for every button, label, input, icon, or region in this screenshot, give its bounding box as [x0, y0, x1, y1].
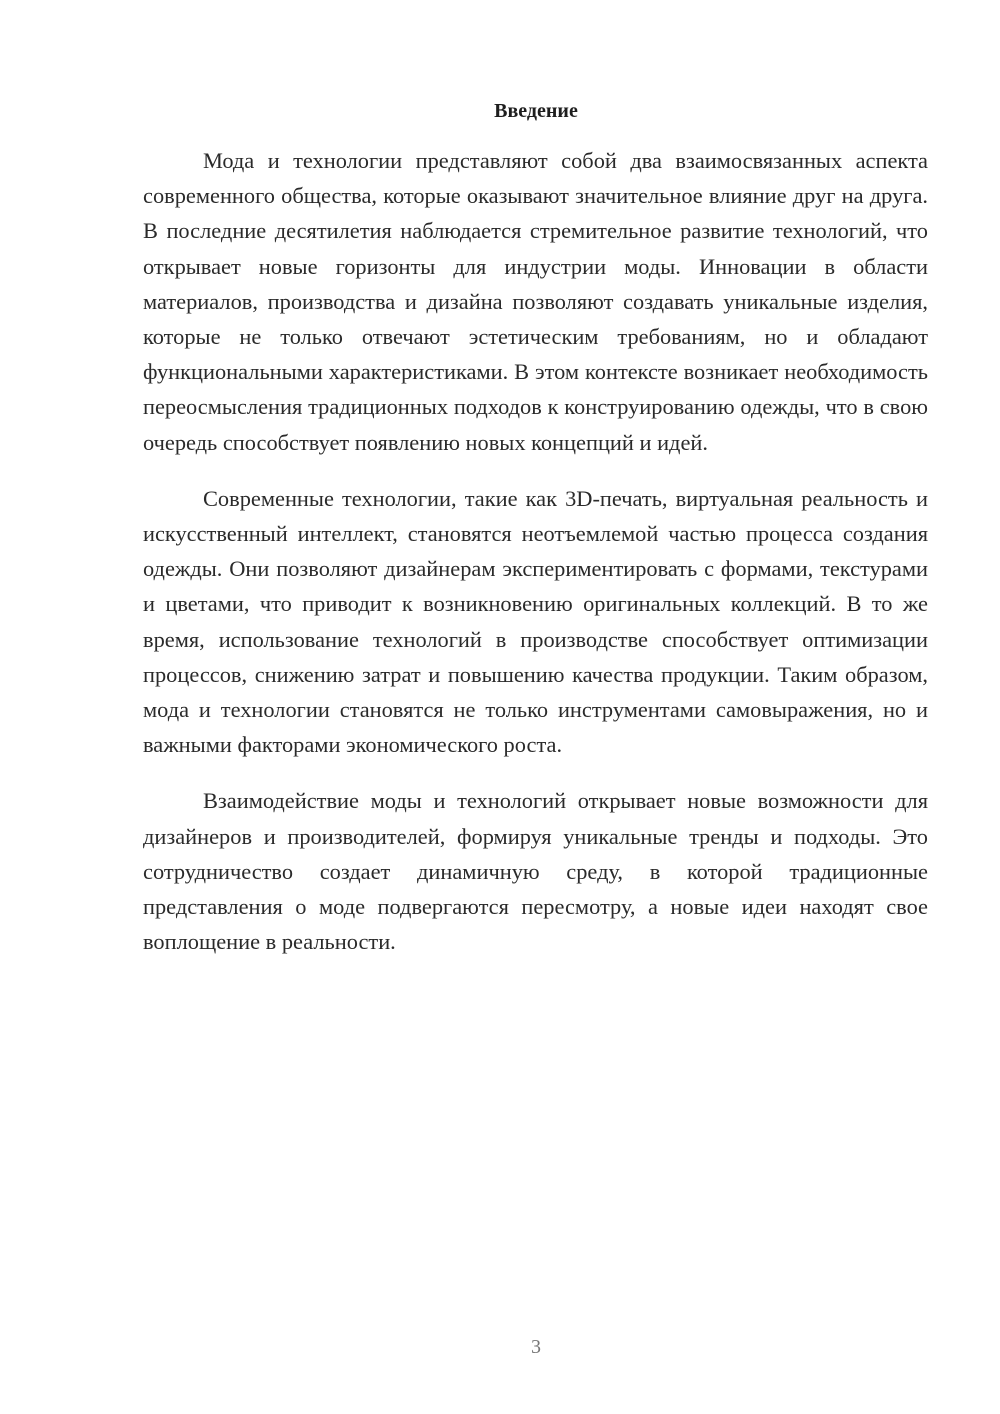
- paragraph-1: Мода и технологии представляют собой два взаимосвязанных аспекта современного общества, которые оказывают значительное влияние друг на друга. В последние десятилетия наблюдается стремительное развитие технологий, что открывает новые горизонты для индустрии моды. Инновации в области материалов, производства и дизайна позволяют создавать уникальные изделия, которые не только отвечают эстетическим требованиям, но и обладают функциональными характеристиками. В этом контексте возникает необходимость переосмысления традиционных подходов к конструированию одежды, что в свою очередь способствует появлению новых концепций и идей.: [143, 148, 928, 455]
- section-heading: Введение: [494, 100, 578, 122]
- page-number: 3: [531, 1336, 541, 1358]
- paragraph-3: Взаимодействие моды и технологий открывает новые возможности для дизайнеров и производителей, формируя уникальные тренды и подходы. Это сотрудничество создает динамичную среду, в которой традиционные представления о моде подвергаются пересмотру, а новые идеи находят свое воплощение в реальности.: [143, 788, 928, 955]
- paragraph-2: Современные технологии, такие как 3D-печать, виртуальная реальность и искусственный интеллект, становятся неотъемлемой частью процесса создания одежды. Они позволяют дизайнерам экспериментировать с формами, текстурами и цветами, что приводит к возникновению оригинальных коллекций. В то же время, использование технологий в производстве способствует оптимизации процессов, снижению затрат и повышению качества продукции. Таким образом, мода и технологии становятся не только инструментами самовыражения, но и важными факторами экономического роста.: [143, 485, 928, 758]
- body-text: [143, 143, 928, 959]
